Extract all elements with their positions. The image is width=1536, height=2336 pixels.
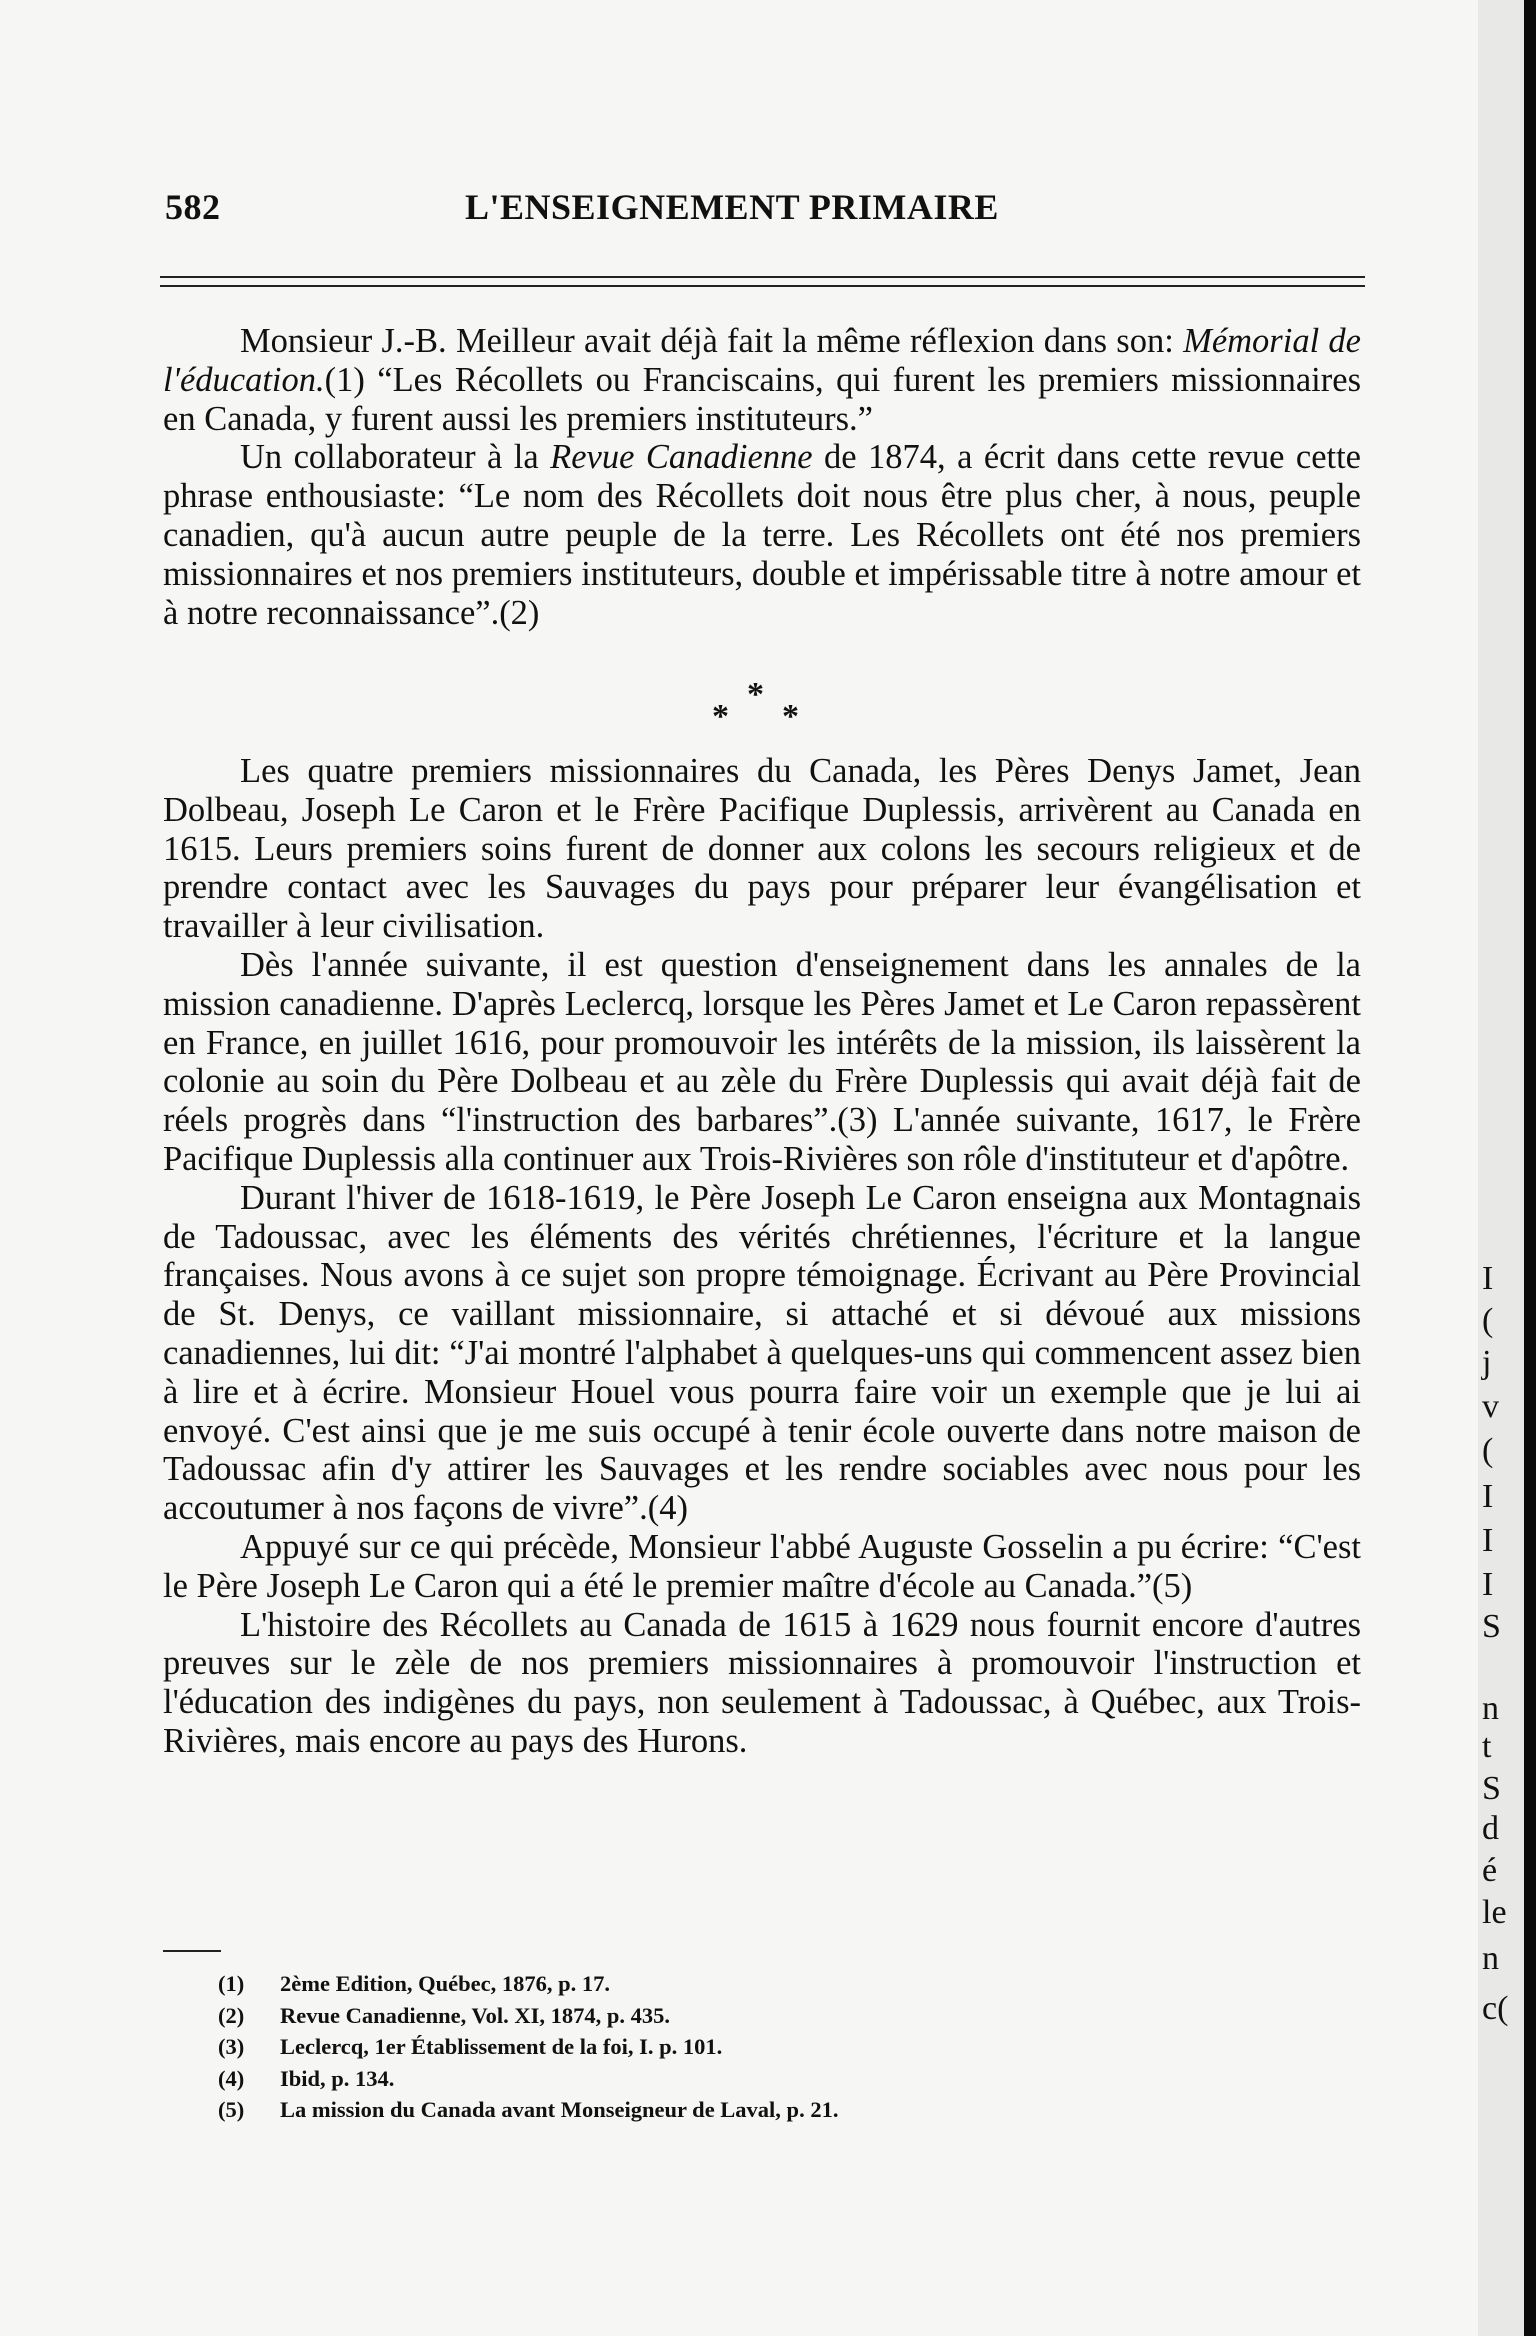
facing-page-glyph: c( [1482, 1990, 1509, 2027]
section-separator [700, 676, 830, 736]
facing-page-glyph: I [1482, 1478, 1494, 1515]
facing-page-glyph: ( [1482, 1302, 1494, 1339]
text-run: L'histoire des Récollets au Canada de 1615 à 1629 nous fournit encore d'autres preuves sur le zèle de nos premiers missionnaires à promouvoir l'instruction et l'éducation des indigènes du pays, non seulement à Tadoussac, à Québec, aux Trois-Rivières, mais encore au pays des Hurons. [163, 1605, 1361, 1760]
text-run: Monsieur J.-B. Meilleur avait déjà fait la même réflexion dans son: [240, 322, 1184, 360]
footnote [218, 2000, 1118, 2032]
running-title: L'ENSEIGNEMENT PRIMAIRE [465, 187, 999, 227]
header-rule-top [160, 276, 1365, 278]
paragraph [163, 438, 1361, 632]
paragraph [163, 752, 1361, 946]
text-run: Les quatre premiers missionnaires du Canada, les Pères Denys Jamet, Jean Dolbeau, Joseph Le Caron et le Frère Pacifique Duplessis, arrivèrent au Canada en 1615. Leurs premiers soins furent de donner aux colons les secours religieux et de prendre contact avec les Sauvages du pays pour préparer leur évangélisation et travailler à leur civilisation. [163, 752, 1361, 946]
separator-star: * [747, 676, 764, 713]
paragraph [163, 1606, 1361, 1761]
footnote-text: Leclercq, 1er Établissement de la foi, I. p. 101. [280, 2034, 723, 2059]
text-run: Durant l'hiver de 1618-1619, le Père Joseph Le Caron enseigna aux Montagnais de Tadoussac, avec les éléments des vérités chrétiennes, l'écriture et la langue françaises. Nous avons à ce sujet son propre témoignage. Écrivant au Père Provincial de St. Denys, ce vaillant missionnaire, si attaché et si dévoué aux missions canadiennes, lui dit: “J'ai montré l'alphabet à quelques-uns qui commencent assez bien à lire et à écrire. Monsieur Houel vous pourra faire voir un exemple que je lui ai envoyé. C'est ainsi que je me suis occupé à tenir école ouverte dans notre maison de Tadoussac afin d'y attirer les Sauvages et les rendre sociables avec nous pour les accoutumer à nos façons de vivre”.(4) [163, 1178, 1361, 1528]
text-run: Dès l'année suivante, il est question d'enseignement dans les annales de la mission canadienne. D'après Leclercq, lorsque les Pères Jamet et Le Caron repassèrent en France, en juillet 1616, pour promouvoir les intérêts de la mission, ils laissèrent la colonie au soin du Père Dolbeau et au zèle du Frère Duplessis qui avait déjà fait de réels progrès dans “l'instruction des barbares”.(3) L'année suivante, 1617, le Frère Pacifique Duplessis alla continuer aux Trois-Rivières son rôle d'instituteur et d'apôtre. [163, 945, 1361, 1178]
paragraph [163, 1179, 1361, 1528]
facing-page-glyph: I [1482, 1260, 1494, 1297]
footnote-text: Revue Canadienne, Vol. XI, 1874, p. 435. [280, 2002, 671, 2028]
separator-star: * [782, 698, 799, 735]
italic-title: Mémorial de l'éducation. [163, 322, 1361, 399]
facing-page-glyph: I [1482, 1566, 1494, 1603]
footnote [218, 1968, 1118, 2000]
text-run: Un collaborateur à la [240, 438, 551, 477]
body-text-top [163, 322, 1361, 632]
footnote-text: 2ème Edition, Québec, 1876, p. 17. [280, 1971, 610, 1996]
facing-page-glyph: é [1482, 1852, 1498, 1889]
text-run: de 1874, a écrit dans cette revue cette phrase enthousiaste: “Le nom des Récollets doit nous être plus cher, à nous, peuple canadien, qu'à aucun autre peuple de la terre. Les Récollets ont été nos premiers missionnaires et nos premiers instituteurs, double et impérissable titre à notre amour et à notre reconnaissance”.(2) [163, 438, 1361, 632]
footnote-number: (1) [218, 1971, 245, 1996]
footnote-text: La mission du Canada avant Monseigneur de Laval, p. 21. [280, 2097, 839, 2122]
footnote-number: (3) [218, 2034, 245, 2059]
footnote [218, 2031, 1118, 2063]
facing-page-glyph: j [1482, 1344, 1492, 1381]
italic-title: Revue Canadienne [550, 438, 813, 477]
paragraph [163, 946, 1361, 1179]
paragraph [163, 322, 1361, 438]
facing-page-glyph: t [1482, 1728, 1492, 1765]
page-number: 582 [165, 187, 221, 227]
footnote-number: (5) [218, 2097, 245, 2122]
facing-page-glyph: n [1482, 1690, 1499, 1727]
separator-star: * [712, 698, 729, 735]
facing-page-glyph: n [1482, 1940, 1499, 1977]
footnote [218, 2063, 1118, 2095]
facing-page-strip [1478, 0, 1524, 2336]
footnote-number: (4) [218, 2065, 245, 2091]
facing-page-glyph: v [1482, 1388, 1499, 1425]
text-run: Appuyé sur ce qui précède, Monsieur l'abbé Auguste Gosselin a pu écrire: “C'est le Père Joseph Le Caron qui a été le premier maître d'école au Canada.”(5) [163, 1527, 1361, 1605]
footnote [218, 2094, 1118, 2126]
facing-page-glyph: d [1482, 1810, 1499, 1847]
footnote-rule [163, 1950, 221, 1952]
footnote-number: (2) [218, 2002, 245, 2028]
text-run: (1) “Les Récollets ou Franciscains, qui furent les premiers missionnaires en Canada, y furent aussi les premiers instituteurs.” [163, 360, 1361, 438]
facing-page-glyph: le [1482, 1894, 1507, 1931]
facing-page-glyph: S [1482, 1608, 1501, 1645]
facing-page-glyph: S [1482, 1770, 1501, 1807]
footnote-text: Ibid, p. 134. [280, 2065, 395, 2091]
facing-page-glyph: ( [1482, 1432, 1494, 1469]
header-rule-bottom [160, 285, 1365, 287]
facing-page-edge [1478, 0, 1536, 2336]
paragraph [163, 1528, 1361, 1606]
footnotes [218, 1968, 1118, 2126]
body-text-bottom [163, 752, 1361, 1761]
facing-page-glyph: I [1482, 1522, 1494, 1559]
